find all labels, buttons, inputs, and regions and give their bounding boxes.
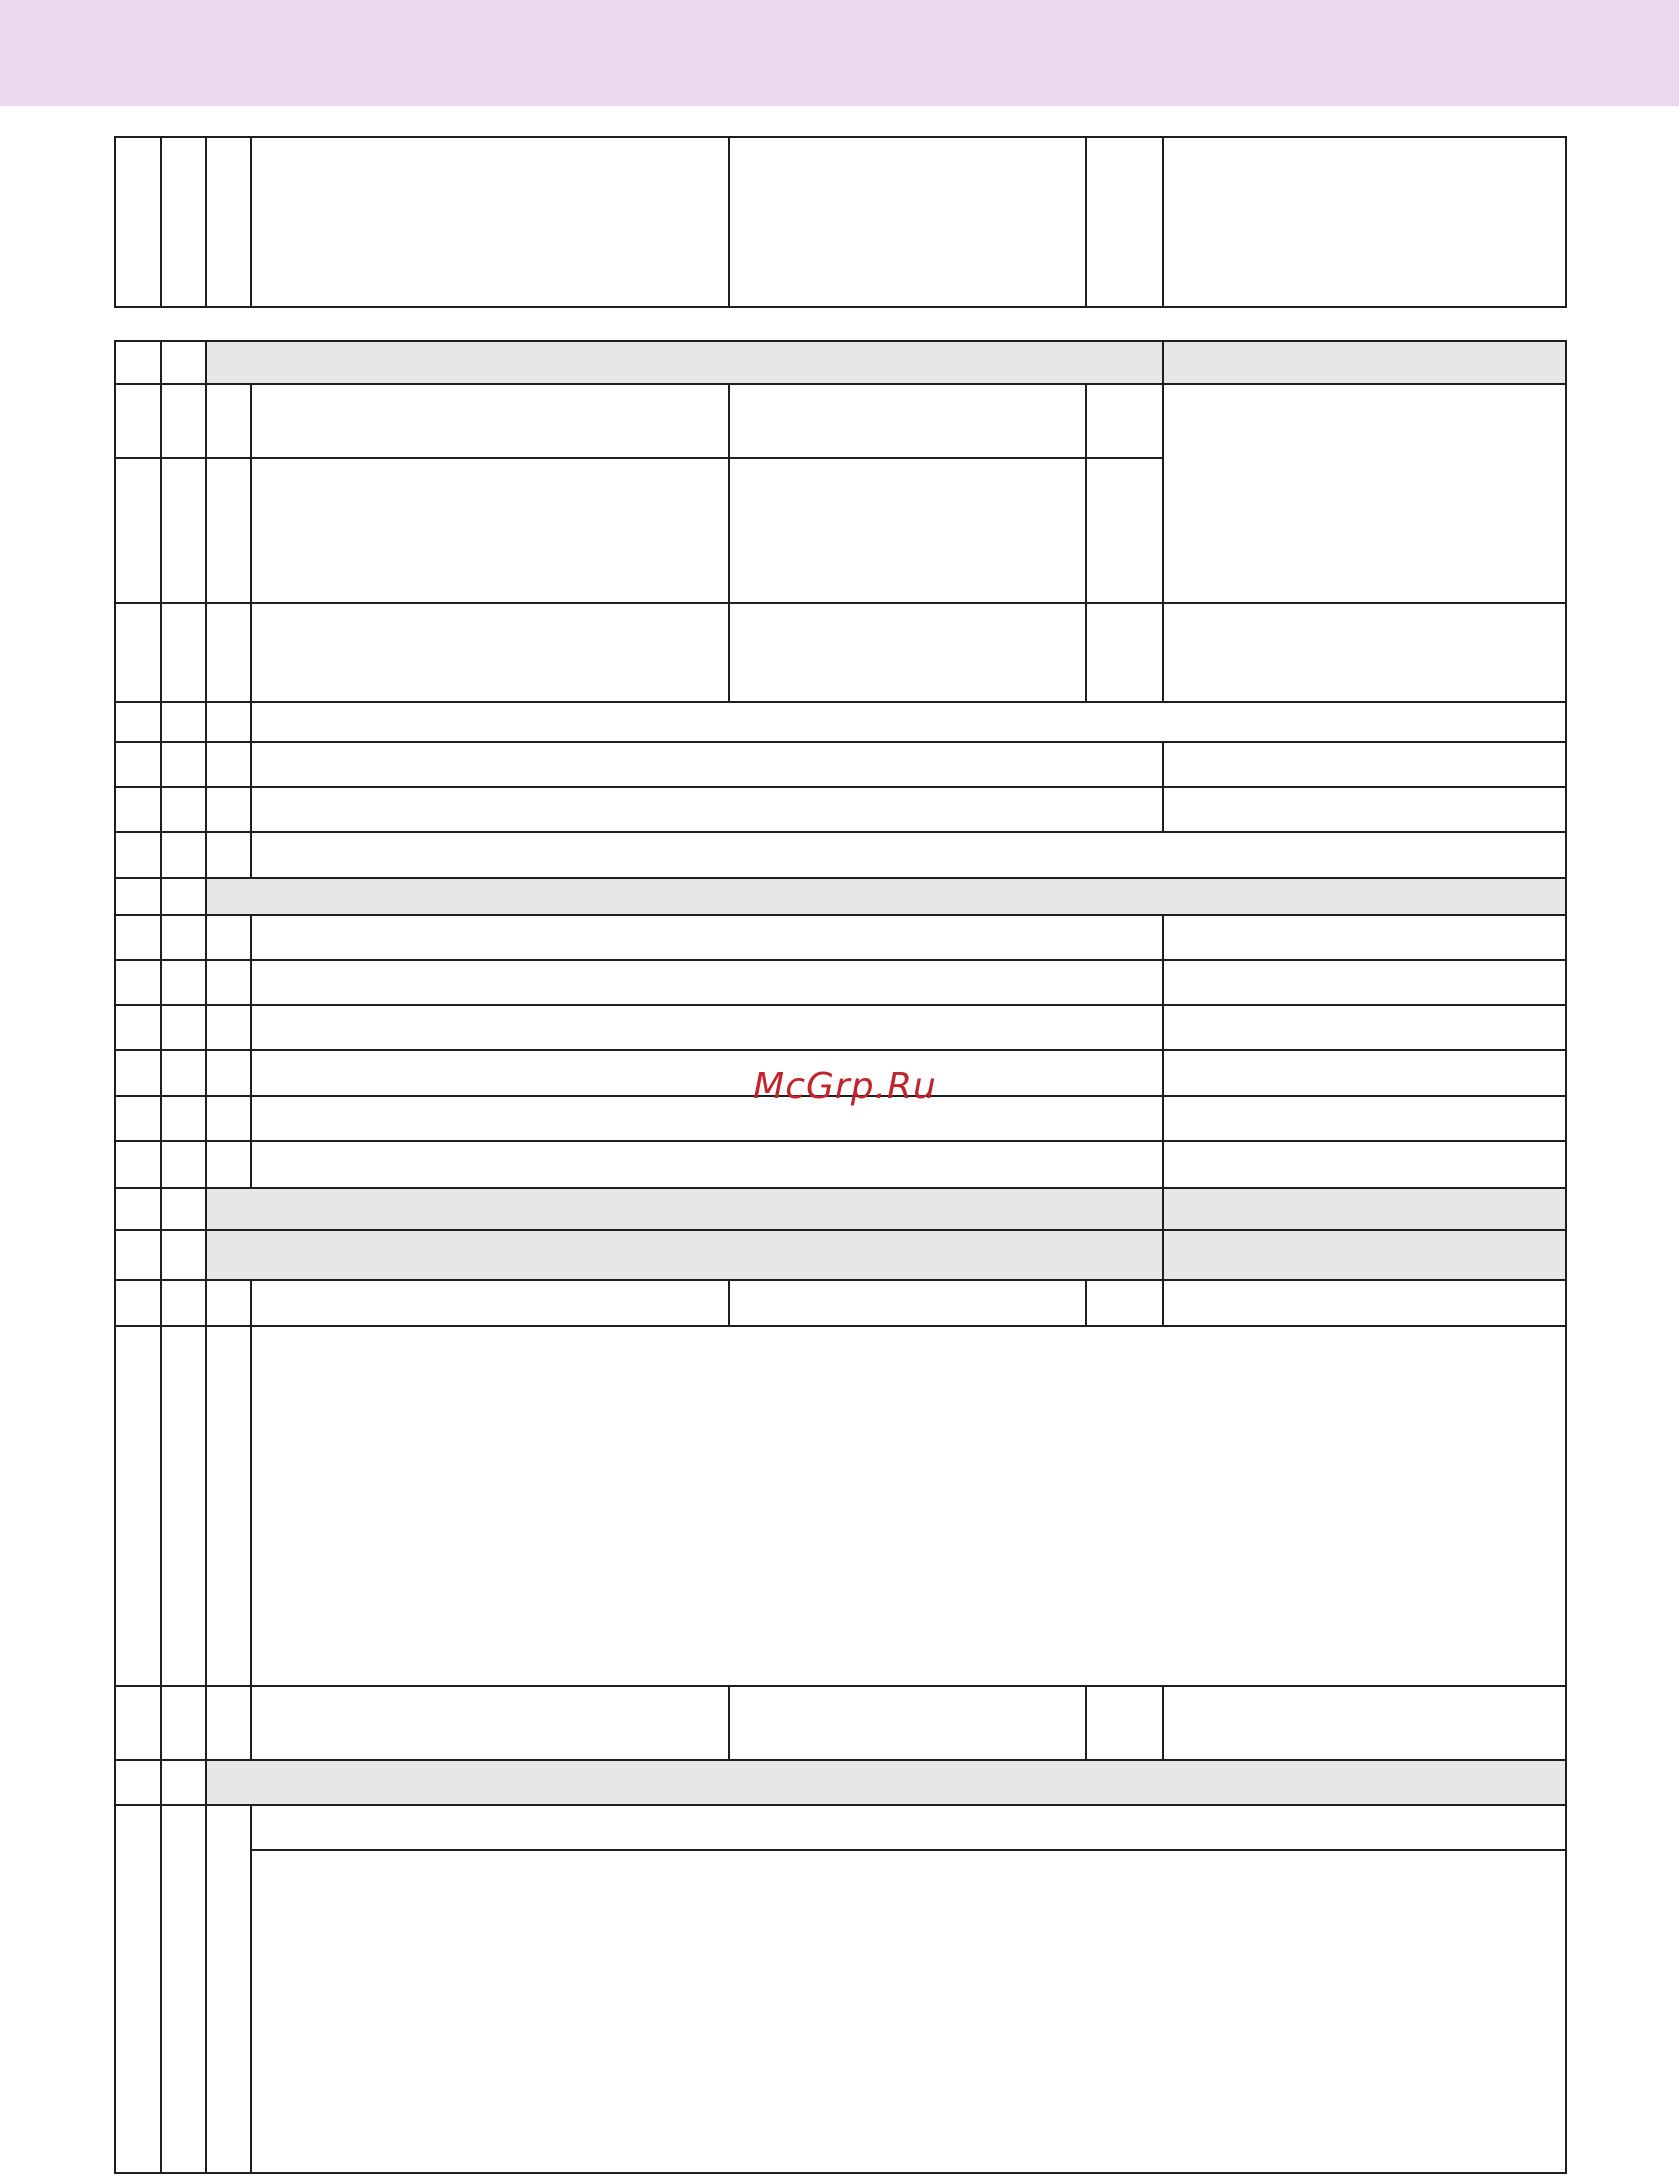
table-lines [115,137,1566,2173]
watermark-text: McGrp.Ru [753,1066,937,1107]
